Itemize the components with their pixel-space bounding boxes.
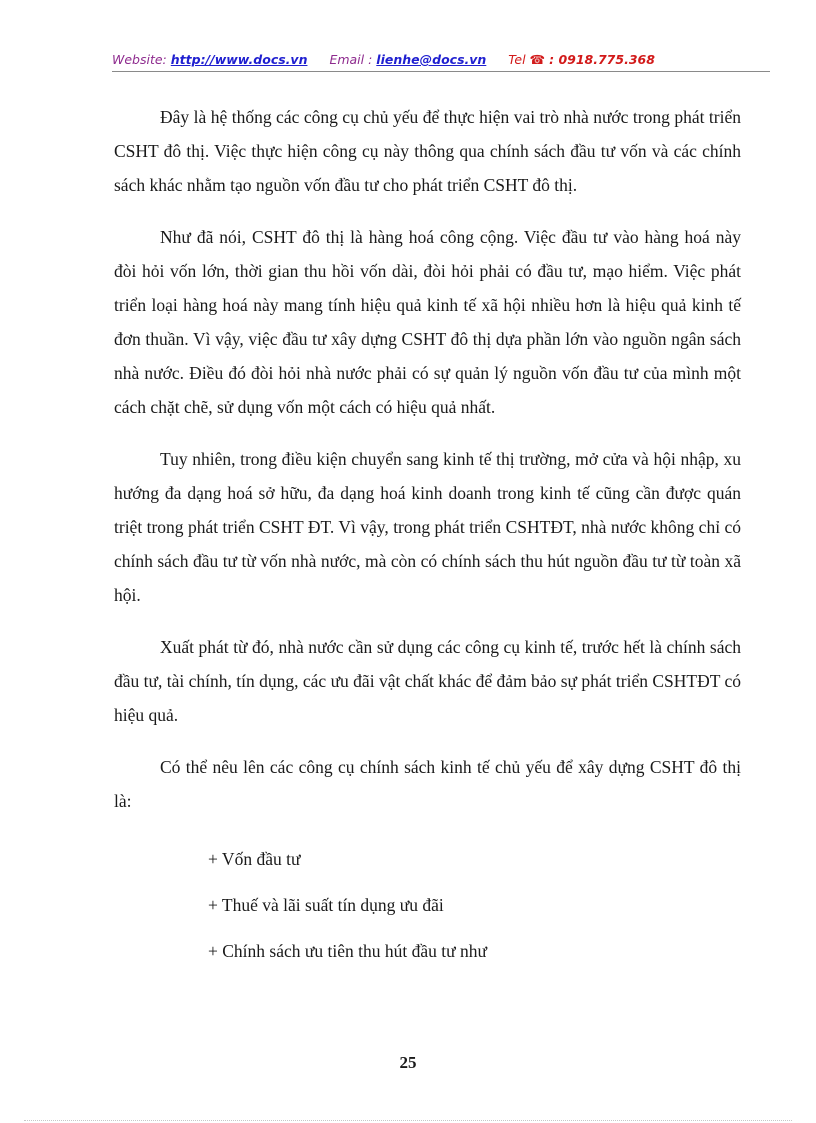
- website-link[interactable]: http://www.docs.vn: [170, 52, 308, 67]
- list-item: + Thuế và lãi suất tín dụng ưu đãi: [208, 895, 444, 915]
- tel-value: : 0918.775.368: [549, 52, 655, 67]
- website-label: Website:: [112, 52, 167, 67]
- document-body: [114, 100, 741, 974]
- paragraph-2: Như đã nói, CSHT đô thị là hàng hoá công cộng. Việc đầu tư vào hàng hoá này đòi hỏi vốn lớn, thời gian thu hồi vốn dài, đòi hỏi phải có đầu tư, mạo hiểm. Việc phát triển loại hàng hoá này mang tính hiệu quả kinh tế xã hội nhiều hơn là hiệu quả kinh tế đơn thuần. Vì vậy, việc đầu tư xây dựng CSHT đô thị dựa phần lớn vào nguồn ngân sách nhà nước. Điều đó đòi hỏi nhà nước phải có sự quản lý nguồn vốn đầu tư của mình một cách chặt chẽ, sử dụng vốn một cách có hiệu quả nhất.: [114, 227, 741, 417]
- paragraph-3: Tuy nhiên, trong điều kiện chuyển sang kinh tế thị trường, mở cửa và hội nhập, xu hướng đa dạng hoá sở hữu, đa dạng hoá kinh doanh trong kinh tế cũng cần được quán triệt trong phát triển CSHT ĐT. Vì vậy, trong phát triển CSHTĐT, nhà nước không chỉ có chính sách đầu tư từ vốn nhà nước, mà còn có chính sách thu hút nguồn đầu tư từ toàn xã hội.: [114, 449, 741, 605]
- paragraph-4: Xuất phát từ đó, nhà nước cần sử dụng các công cụ kinh tế, trước hết là chính sách đầu tư, tài chính, tín dụng, các ưu đãi vật chất khác để đảm bảo sự phát triển CSHTĐT có hiệu quả.: [114, 637, 741, 725]
- header-divider: [112, 71, 770, 72]
- email-link[interactable]: lienhe@docs.vn: [376, 52, 487, 67]
- page-bottom-border: [24, 1120, 792, 1121]
- tool-list: [114, 836, 741, 974]
- telephone-icon: ☎: [529, 52, 546, 67]
- paragraph-1: Đây là hệ thống các công cụ chủ yếu để thực hiện vai trò nhà nước trong phát triển CSHT đô thị. Việc thực hiện công cụ này thông qua chính sách đầu tư vốn và các chính sách khác nhằm tạo nguồn vốn đầu tư cho phát triển CSHT đô thị.: [114, 107, 741, 195]
- tel-label: Tel: [508, 52, 526, 67]
- page-number: 25: [399, 1053, 417, 1072]
- list-item: + Vốn đầu tư: [208, 849, 301, 869]
- email-label: Email :: [329, 52, 373, 67]
- paragraph-5: Có thể nêu lên các công cụ chính sách kinh tế chủ yếu để xây dựng CSHT đô thị là:: [114, 757, 741, 811]
- page-header: [112, 51, 770, 69]
- list-item: + Chính sách ưu tiên thu hút đầu tư như: [208, 941, 487, 961]
